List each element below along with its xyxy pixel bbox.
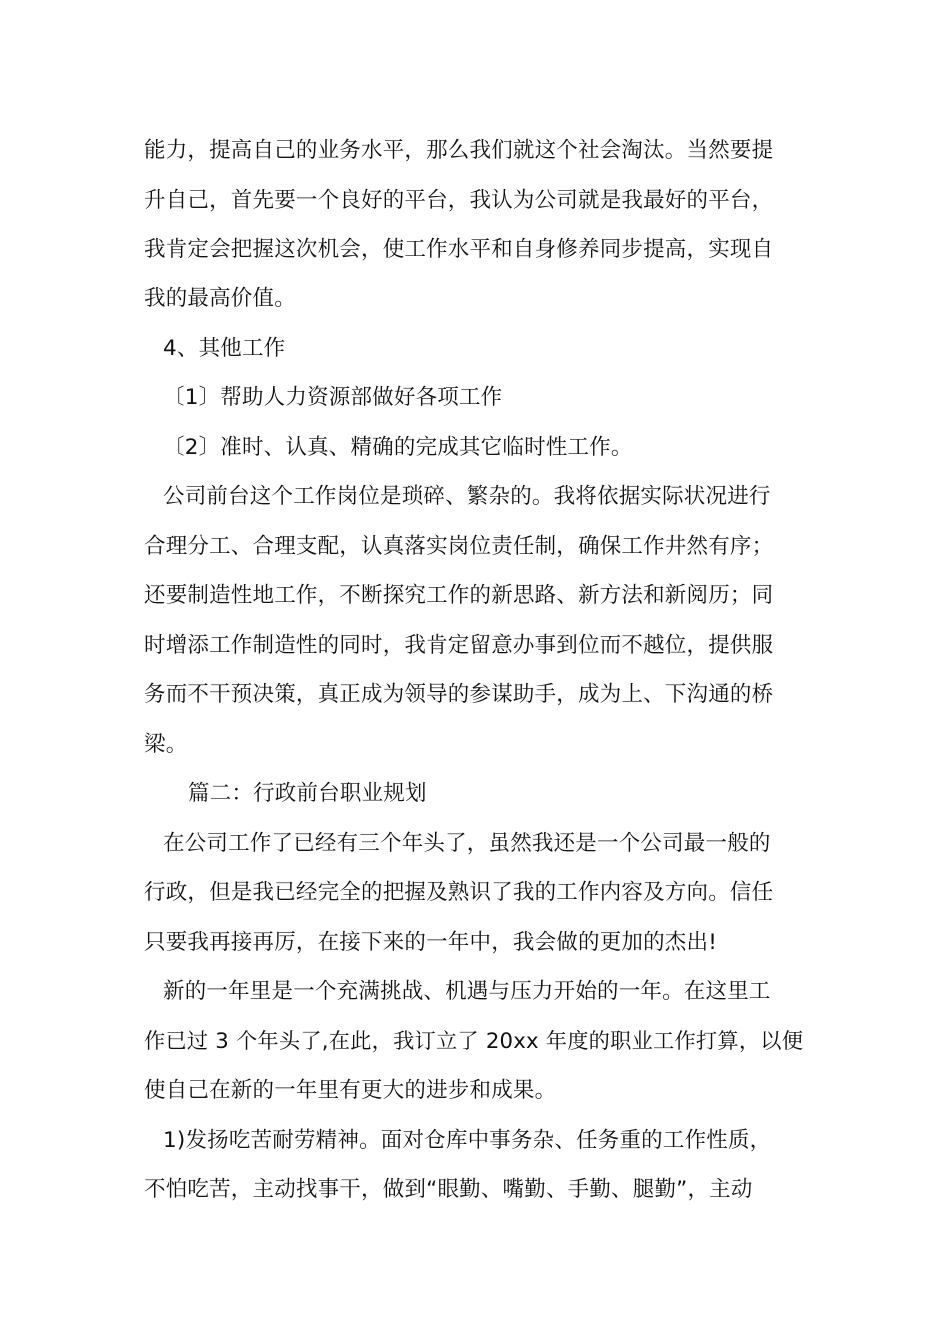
paragraph-line: 还要制造性地工作，不断探究工作的新思路、新方法和新阅历；同 [144,583,774,608]
paragraph-line: 新的一年里是一个充满挑战、机遇与压力开始的一年。在这里工 [163,979,771,1004]
paragraph-line: 合理分工、合理支配，认真落实岗位责任制，确保工作井然有序； [144,534,774,559]
article-title: 篇二：行政前台职业规划 [188,781,427,806]
paragraph-line: 我的最高价值。 [144,286,296,311]
paragraph-line: 升自己，首先要一个良好的平台，我认为公司就是我最好的平台， [144,188,774,213]
paragraph-line: 时增添工作制造性的同时，我肯定留意办事到位而不越位，提供服 [144,633,774,658]
list-item: 〔1〕帮助人力资源部做好各项工作 [163,385,503,410]
paragraph-line: 在公司工作了已经有三个年头了，虽然我还是一个公司最一般的 [163,831,771,856]
paragraph-line: 使自己在新的一年里有更大的进步和成果。 [144,1078,557,1103]
section-heading: 4、其他工作 [163,336,286,361]
paragraph-line: 行政，但是我已经完全的把握及熟识了我的工作内容及方向。信任 [144,880,774,905]
paragraph-line: 务而不干预决策，真正成为领导的参谋助手，成为上、下沟通的桥 [144,682,774,707]
paragraph-line: 我肯定会把握这次机会，使工作水平和自身修养同步提高，实现自 [144,237,774,262]
list-item: 〔2〕准时、认真、精确的完成其它临时性工作。 [163,435,633,460]
paragraph-line: 能力，提高自己的业务水平，那么我们就这个社会淘汰。当然要提 [144,138,774,163]
paragraph-line: 作已过 3 个年头了,在此，我订立了 20xx 年度的职业工作打算，以便 [144,1029,804,1054]
paragraph-line: 不怕吃苦，主动找事干，做到“眼勤、嘴勤、手勤、腿勤”，主动 [144,1177,753,1202]
paragraph-line: 公司前台这个工作岗位是琐碎、繁杂的。我将依据实际状况进行 [163,484,771,509]
list-item: 1)发扬吃苦耐劳精神。面对仓库中事务杂、任务重的工作性质， [163,1128,772,1153]
paragraph-line: 只要我再接再厉，在接下来的一年中，我会做的更加的杰出! [144,930,718,955]
paragraph-line: 梁。 [144,732,188,757]
